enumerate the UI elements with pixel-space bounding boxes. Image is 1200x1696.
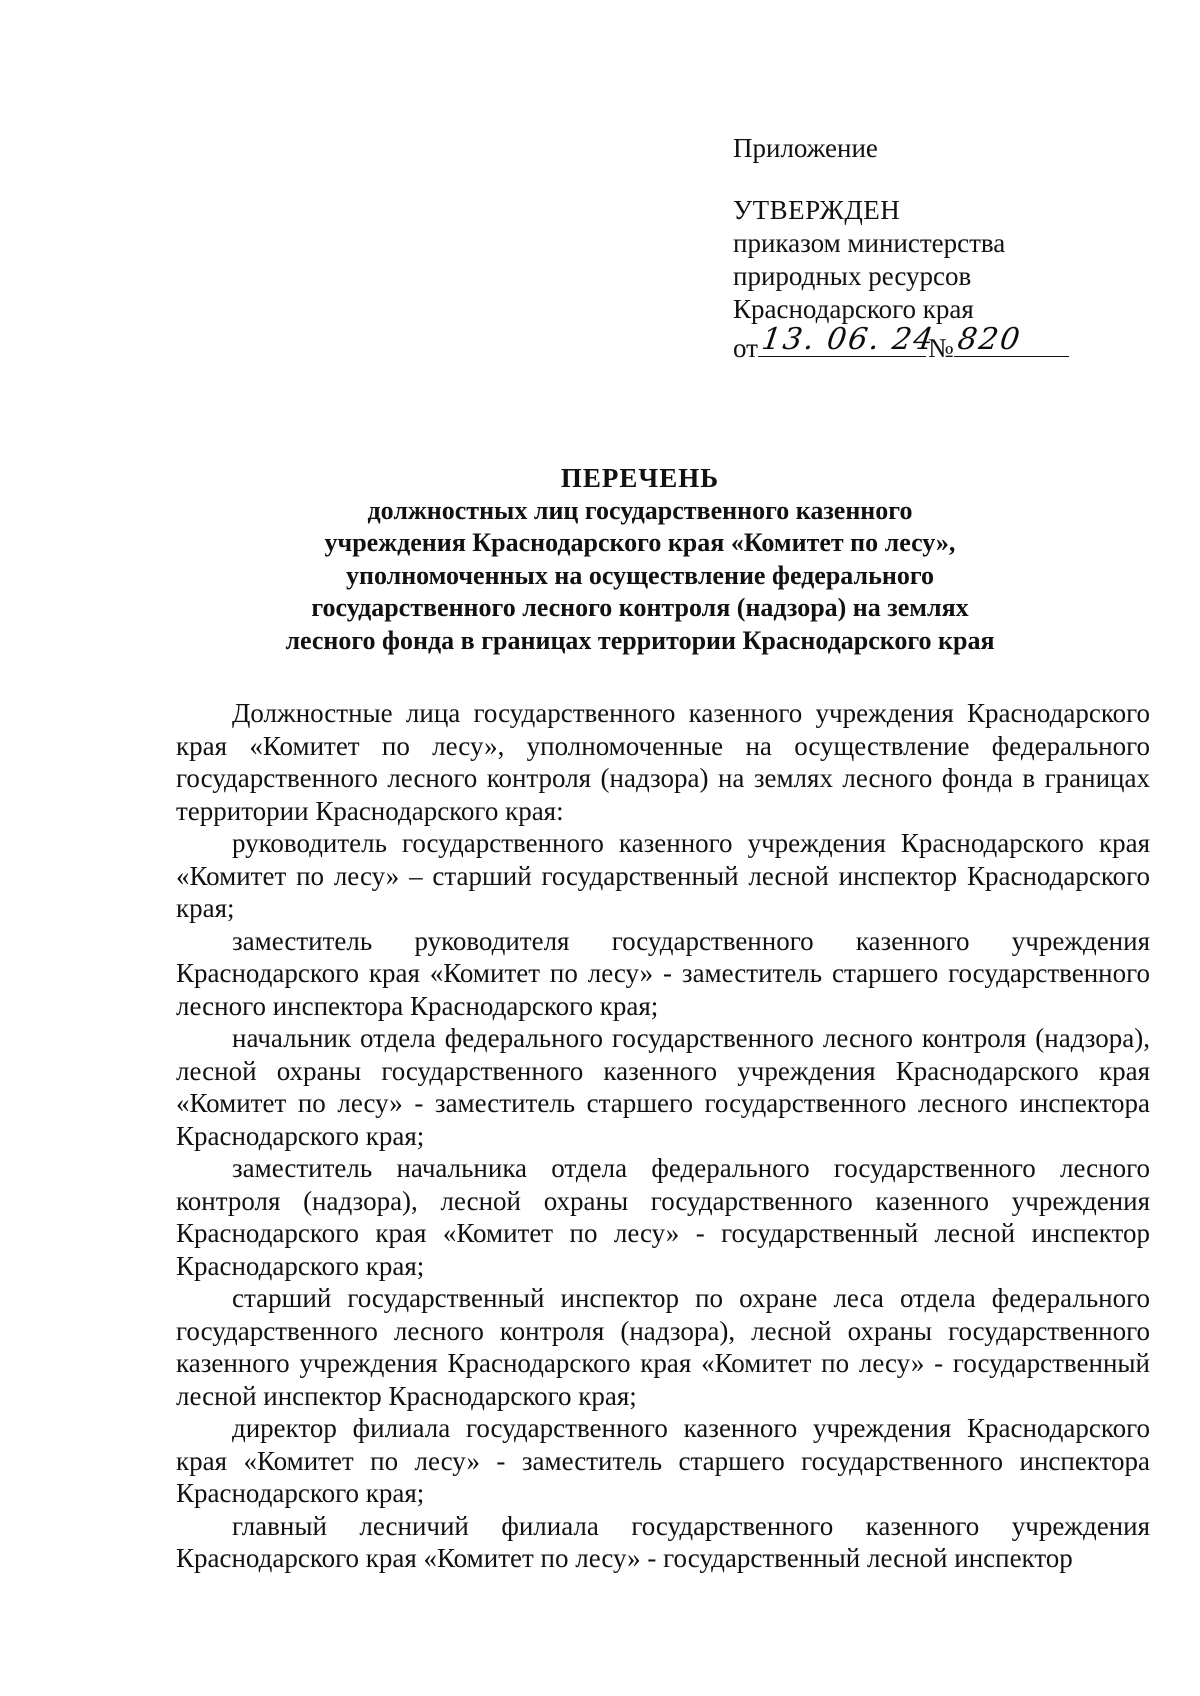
subtitle-line: государственного лесного контроля (надзора) на землях — [311, 593, 969, 622]
list-item-paragraph: старший государственный инспектор по охране леса отдела федерального государственного лесного контроля (надзора), лесной охраны государственного казенного учреждения Краснодарского края «Комитет по лесу» - государственный лесной инспектор Краснодарского края; — [176, 1283, 1150, 1411]
date-field — [758, 322, 938, 357]
list-item-paragraph: директор филиала государственного казенного учреждения Краснодарского края «Комитет по лесу» - заместитель старшего государственного инспектора Краснодарского края; — [176, 1413, 1150, 1508]
number-field — [954, 322, 1069, 357]
document-heading — [200, 462, 1080, 657]
approval-line-3: Краснодарского края — [733, 294, 974, 324]
document-body — [176, 697, 1150, 1575]
approved-label: УТВЕРЖДЕН — [733, 195, 901, 225]
intro-paragraph: Должностные лица государственного казенного учреждения Краснодарского края «Комитет по лесу», уполномоченные на осуществление федерального государственного лесного контроля (надзора) на землях лесного фонда в границах территории Краснодарского края: — [176, 698, 1150, 826]
subtitle-line: учреждения Краснодарского края «Комитет по лесу», — [324, 528, 956, 557]
date-prefix: от — [733, 333, 758, 363]
approval-line-2: природных ресурсов — [733, 261, 972, 291]
approval-block — [733, 132, 1133, 365]
document-title: ПЕРЕЧЕНЬ — [560, 463, 720, 493]
list-item-paragraph: заместитель руководителя государственного казенного учреждения Краснодарского края «Комитет по лесу» - заместитель старшего государственного лесного инспектора Краснодарского края; — [176, 925, 1150, 1021]
handwritten-date: 13. 06. 24 — [759, 322, 938, 357]
subtitle-line: уполномоченных на осуществление федерального — [345, 560, 935, 590]
order-date-number-line — [733, 322, 1133, 365]
list-item-paragraph: заместитель начальника отдела федерального государственного лесного контроля (надзора), лесной охраны государственного казенного учреждения Краснодарского края «Комитет по лесу» - государственный лесной инспектор Краснодарского края; — [176, 1153, 1150, 1281]
handwritten-number: 820 — [955, 322, 1024, 357]
appendix-label: Приложение — [733, 133, 878, 163]
subtitle-line: лесного фонда в границах территории Краснодарского края — [285, 625, 995, 655]
list-item-paragraph: начальник отдела федерального государственного лесного контроля (надзора), лесной охраны государственного казенного учреждения Краснодарского края «Комитет по лесу» - заместитель старшего государственного лесного инспектора Краснодарского края; — [176, 1023, 1150, 1151]
subtitle-line: должностных лиц государственного казенного — [367, 495, 913, 525]
list-item-paragraph: руководитель государственного казенного учреждения Краснодарского края «Комитет по лесу» – старший государственный лесной инспектор Краснодарского края; — [176, 828, 1150, 923]
approval-line-1: приказом министерства — [733, 228, 1006, 258]
number-prefix: № — [927, 333, 954, 363]
list-item-paragraph: главный лесничий филиала государственного казенного учреждения Краснодарского края «Комитет по лесу» - государственный лесной инспектор — [176, 1510, 1150, 1573]
